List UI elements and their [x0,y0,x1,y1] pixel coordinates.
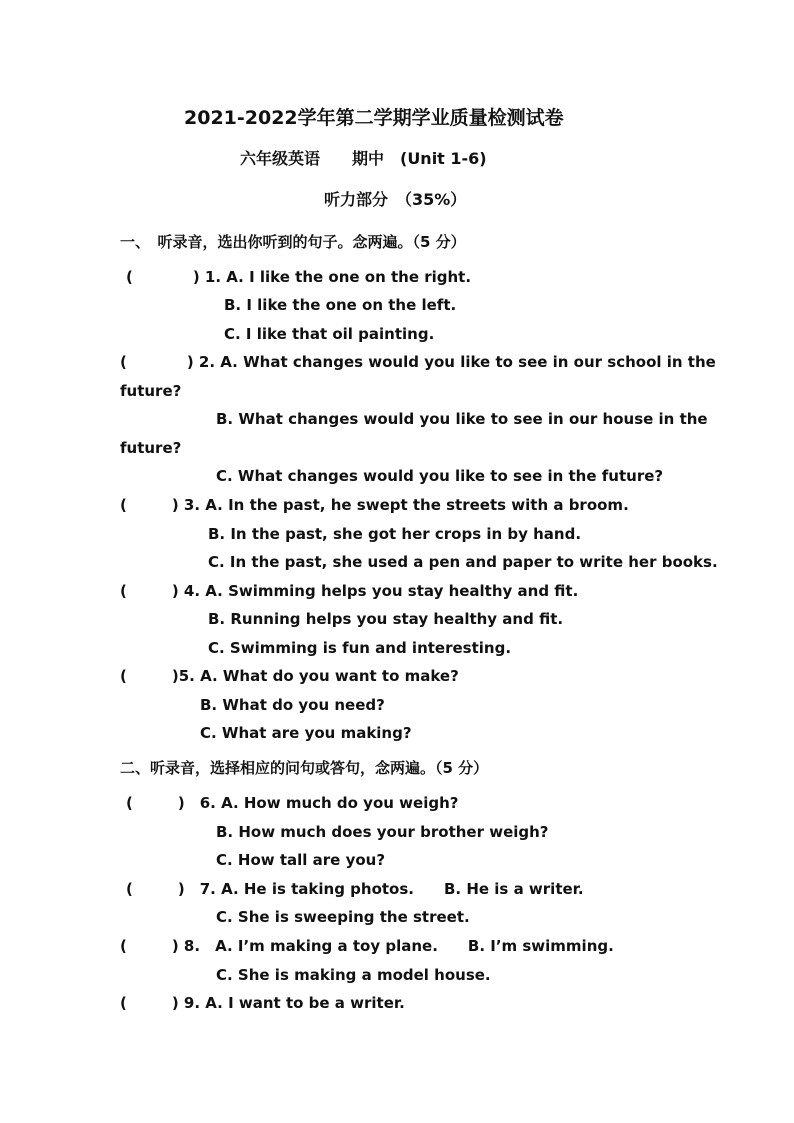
q3-stem: ( ) 3. A. In the past, he swept the streets with a broom. [120,496,629,514]
q6-option-c: C. How tall are you? [216,851,386,869]
q2-option-b: B. What changes would you like to see in our house in the [216,410,708,428]
q2-option-c: C. What changes would you like to see in the future? [216,467,664,485]
q4-option-c: C. Swimming is fun and interesting. [208,639,512,657]
q2-option-b-continued: future? [120,439,182,457]
q2-stem: ( ) 2. A. What changes would you like to see in our school in the [120,353,716,371]
q8-stem: ( ) 8. A. I’m making a toy plane. B. I’m swimming. [120,937,614,955]
q1-option-b: B. I like the one on the left. [224,296,457,314]
q5-stem: ( )5. A. What do you want to make? [120,667,459,685]
q6-option-b: B. How much does your brother weigh? [216,823,549,841]
listening-part-heading: 听力部分 （35%） [324,190,467,209]
q1-option-c: C. I like that oil painting. [224,325,435,343]
q4-stem: ( ) 4. A. Swimming helps you stay healthy and fit. [120,582,579,600]
q6-stem: ( ) 6. A. How much do you weigh? [126,794,459,812]
q1-stem: ( ) 1. A. I like the one on the right. [126,268,472,286]
q9-stem: ( ) 9. A. I want to be a writer. [120,994,405,1012]
q7-stem: ( ) 7. A. He is taking photos. B. He is a writer. [126,880,584,898]
q7-option-c: C. She is sweeping the street. [216,908,470,926]
q8-option-c: C. She is making a model house. [216,966,491,984]
exam-title: 2021-2022学年第二学期学业质量检测试卷 [184,107,564,129]
q4-option-b: B. Running helps you stay healthy and fit. [208,610,564,628]
q5-option-c: C. What are you making? [200,724,412,742]
q5-option-b: B. What do you need? [200,696,385,714]
q2-stem-continued: future? [120,382,182,400]
section-2-heading: 二、听录音，选择相应的问句或答句，念两遍。（5 分） [120,759,489,777]
section-1-heading: 一、 听录音，选出你听到的句子。念两遍。（5 分） [120,233,466,251]
q3-option-b: B. In the past, she got her crops in by hand. [208,525,582,543]
exam-subtitle: 六年级英语 期中 (Unit 1-6) [240,149,487,168]
q3-option-c: C. In the past, she used a pen and paper to write her books. [208,553,718,571]
